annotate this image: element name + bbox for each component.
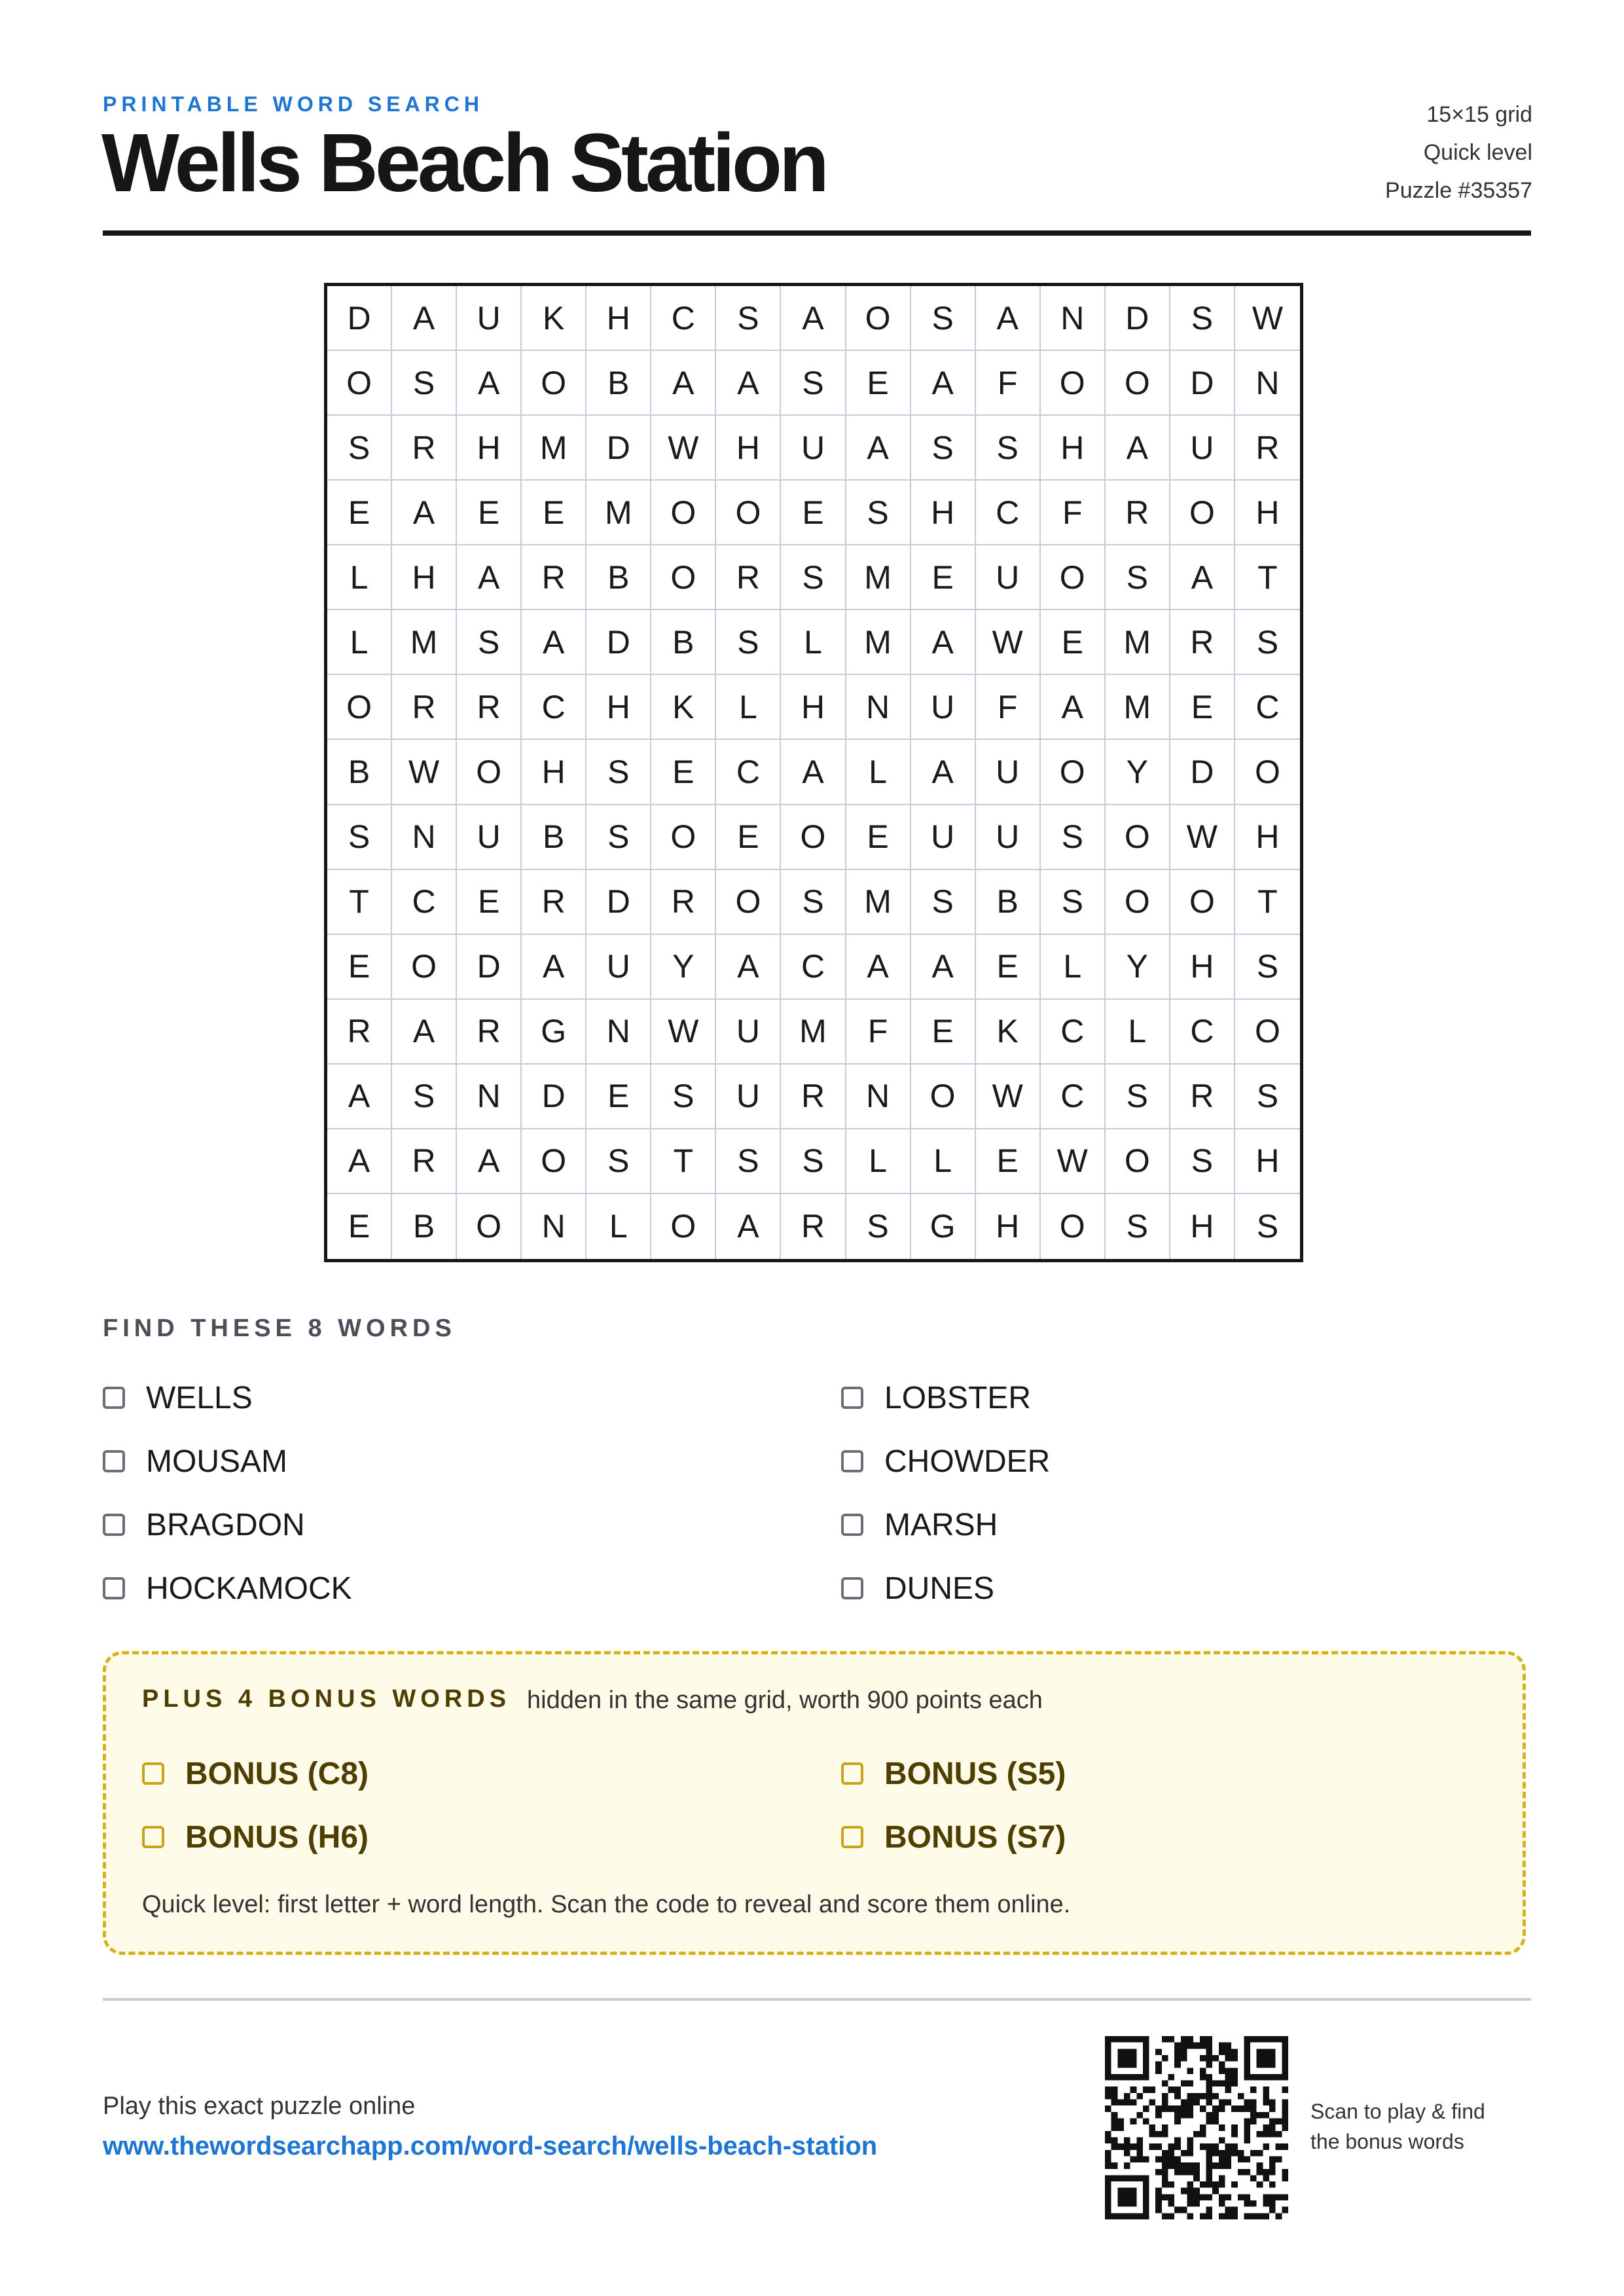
grid-cell[interactable]: S [911, 286, 976, 351]
qr-caption-line: the bonus words [1310, 2130, 1464, 2153]
grid-cell[interactable]: H [586, 286, 651, 351]
find-words-heading: FIND THESE 8 WORDS [103, 1315, 456, 1342]
grid-cell[interactable]: R [327, 1000, 392, 1065]
grid-cell[interactable]: A [1041, 675, 1106, 740]
grid-cell[interactable]: L [1041, 935, 1106, 1000]
grid-cell[interactable]: A [457, 1129, 522, 1194]
grid-cell[interactable]: U [976, 545, 1041, 610]
grid-cell[interactable]: S [781, 545, 846, 610]
grid-cell[interactable]: R [392, 675, 457, 740]
grid-cell[interactable]: A [457, 545, 522, 610]
grid-cell[interactable]: R [1170, 1065, 1235, 1129]
grid-cell[interactable]: A [716, 935, 781, 1000]
grid-cell[interactable]: O [327, 351, 392, 416]
grid-cell[interactable]: S [716, 1129, 781, 1194]
grid-cell[interactable]: R [457, 675, 522, 740]
checkbox[interactable] [841, 1577, 863, 1599]
grid-cell[interactable]: L [846, 1129, 911, 1194]
word-label: HOCKAMOCK [146, 1571, 352, 1606]
grid-cell[interactable]: U [976, 740, 1041, 805]
word-list-item [103, 1569, 352, 1608]
grid-cell[interactable]: S [716, 286, 781, 351]
checkbox[interactable] [841, 1387, 863, 1409]
grid-cell[interactable]: Y [651, 935, 716, 1000]
grid-cell[interactable]: O [911, 1065, 976, 1129]
grid-cell[interactable]: S [457, 610, 522, 675]
grid-cell[interactable]: S [1041, 870, 1106, 935]
grid-cell[interactable]: W [1041, 1129, 1106, 1194]
word-list-item [103, 1378, 253, 1417]
grid-cell[interactable]: M [1106, 675, 1170, 740]
grid-cell[interactable]: S [1235, 935, 1300, 1000]
grid-cell[interactable]: D [586, 416, 651, 481]
grid-cell[interactable]: O [1041, 740, 1106, 805]
bonus-word-item [841, 1817, 1066, 1857]
grid-cell[interactable]: C [1041, 1000, 1106, 1065]
grid-cell[interactable]: K [651, 675, 716, 740]
grid-cell[interactable]: O [1106, 870, 1170, 935]
bonus-word-label: BONUS (S7) [884, 1819, 1066, 1855]
letter-grid [324, 283, 1303, 1262]
grid-cell[interactable]: U [457, 286, 522, 351]
grid-cell[interactable]: S [586, 740, 651, 805]
grid-cell[interactable]: E [457, 481, 522, 545]
grid-cell[interactable]: U [976, 805, 1041, 870]
grid-cell[interactable]: R [1170, 610, 1235, 675]
grid-cell[interactable]: N [457, 1065, 522, 1129]
grid-cell[interactable]: O [651, 805, 716, 870]
grid-cell[interactable]: K [522, 286, 586, 351]
grid-cell[interactable]: C [1041, 1065, 1106, 1129]
grid-cell[interactable]: C [781, 935, 846, 1000]
grid-cell[interactable]: T [1235, 870, 1300, 935]
grid-cell[interactable]: A [1106, 416, 1170, 481]
puzzle-number: Puzzle #35357 [1385, 178, 1532, 203]
grid-cell[interactable]: A [392, 481, 457, 545]
grid-cell[interactable]: F [976, 351, 1041, 416]
grid-cell[interactable]: S [651, 1065, 716, 1129]
grid-cell[interactable]: W [651, 416, 716, 481]
play-online-label: Play this exact puzzle online [103, 2092, 416, 2120]
grid-cell[interactable]: N [586, 1000, 651, 1065]
grid-cell[interactable]: F [846, 1000, 911, 1065]
grid-cell[interactable]: R [716, 545, 781, 610]
grid-cell[interactable]: M [522, 416, 586, 481]
grid-cell[interactable]: E [327, 1194, 392, 1259]
grid-cell[interactable]: R [392, 416, 457, 481]
grid-cell[interactable]: F [976, 675, 1041, 740]
grid-cell[interactable]: L [1106, 1000, 1170, 1065]
grid-cell[interactable]: O [1041, 351, 1106, 416]
grid-cell[interactable]: N [392, 805, 457, 870]
grid-cell[interactable]: S [1170, 286, 1235, 351]
grid-cell[interactable]: E [651, 740, 716, 805]
grid-cell[interactable]: E [846, 351, 911, 416]
bonus-word-label: BONUS (C8) [185, 1756, 369, 1791]
checkbox[interactable] [841, 1450, 863, 1472]
grid-cell[interactable]: C [392, 870, 457, 935]
grid-cell[interactable]: E [1170, 675, 1235, 740]
grid-cell[interactable]: D [1106, 286, 1170, 351]
grid-cell[interactable]: D [586, 870, 651, 935]
grid-cell[interactable]: A [911, 935, 976, 1000]
grid-cell[interactable]: O [1170, 481, 1235, 545]
grid-cell[interactable]: S [1235, 1065, 1300, 1129]
word-list-item [841, 1569, 994, 1608]
grid-cell[interactable]: E [911, 1000, 976, 1065]
grid-cell[interactable]: W [976, 1065, 1041, 1129]
grid-cell[interactable]: L [327, 610, 392, 675]
grid-cell[interactable]: A [327, 1129, 392, 1194]
grid-cell[interactable]: E [846, 805, 911, 870]
grid-cell[interactable]: B [327, 740, 392, 805]
grid-cell[interactable]: A [846, 416, 911, 481]
grid-cell[interactable]: U [716, 1000, 781, 1065]
grid-cell[interactable]: G [522, 1000, 586, 1065]
grid-cell[interactable]: S [911, 416, 976, 481]
checkbox[interactable] [103, 1387, 125, 1409]
grid-cell[interactable]: A [522, 935, 586, 1000]
word-label: CHOWDER [884, 1444, 1051, 1479]
grid-cell[interactable]: S [1106, 1194, 1170, 1259]
header-divider [103, 230, 1531, 236]
grid-cell[interactable]: O [1170, 870, 1235, 935]
grid-cell[interactable]: A [522, 610, 586, 675]
puzzle-meta [1385, 96, 1532, 210]
grid-cell[interactable]: W [1235, 286, 1300, 351]
grid-cell[interactable]: C [976, 481, 1041, 545]
grid-cell[interactable]: D [457, 935, 522, 1000]
grid-cell[interactable]: O [1235, 740, 1300, 805]
grid-cell[interactable]: S [781, 1129, 846, 1194]
grid-cell[interactable]: H [392, 545, 457, 610]
grid-cell[interactable]: S [586, 805, 651, 870]
grid-cell[interactable]: H [522, 740, 586, 805]
grid-cell[interactable]: O [651, 545, 716, 610]
grid-cell[interactable]: S [976, 416, 1041, 481]
grid-cell[interactable]: Y [1106, 740, 1170, 805]
grid-cell[interactable]: O [327, 675, 392, 740]
grid-cell[interactable]: A [781, 286, 846, 351]
grid-cell[interactable]: H [1235, 1129, 1300, 1194]
grid-cell[interactable]: E [457, 870, 522, 935]
grid-cell[interactable]: S [327, 416, 392, 481]
checkbox[interactable] [103, 1450, 125, 1472]
grid-cell[interactable]: W [392, 740, 457, 805]
grid-cell[interactable]: O [1041, 545, 1106, 610]
grid-cell[interactable]: B [586, 351, 651, 416]
bonus-subheading: hidden in the same grid, worth 900 points each [527, 1686, 1043, 1714]
grid-cell[interactable]: C [1235, 675, 1300, 740]
word-label: BRAGDON [146, 1507, 305, 1542]
grid-cell[interactable]: O [651, 481, 716, 545]
grid-cell[interactable]: H [1235, 805, 1300, 870]
grid-cell[interactable]: S [846, 481, 911, 545]
grid-cell[interactable]: R [522, 545, 586, 610]
grid-cell[interactable]: U [1170, 416, 1235, 481]
grid-cell[interactable]: B [586, 545, 651, 610]
grid-cell[interactable]: L [327, 545, 392, 610]
grid-cell[interactable]: U [911, 805, 976, 870]
grid-cell[interactable]: O [781, 805, 846, 870]
bonus-word-label: BONUS (H6) [185, 1819, 369, 1855]
grid-cell[interactable]: E [976, 935, 1041, 1000]
checkbox[interactable] [841, 1826, 863, 1848]
grid-cell[interactable]: S [586, 1129, 651, 1194]
grid-cell[interactable]: A [911, 610, 976, 675]
grid-cell[interactable]: R [1235, 416, 1300, 481]
grid-cell[interactable]: E [911, 545, 976, 610]
grid-cell[interactable]: S [716, 610, 781, 675]
bonus-note: Quick level: first letter + word length. Scan the code to reveal and score them online. [142, 1891, 1071, 1918]
grid-cell[interactable]: A [911, 351, 976, 416]
grid-cell[interactable]: E [586, 1065, 651, 1129]
grid-cell[interactable]: O [522, 1129, 586, 1194]
grid-cell[interactable]: R [651, 870, 716, 935]
grid-cell[interactable]: K [976, 1000, 1041, 1065]
word-label: LOBSTER [884, 1380, 1032, 1415]
puzzle-url-link[interactable]: www.thewordsearchapp.com/word-search/wells-beach-station [103, 2132, 878, 2160]
grid-cell[interactable]: H [1170, 1194, 1235, 1259]
grid-cell[interactable]: D [327, 286, 392, 351]
grid-cell[interactable]: O [457, 740, 522, 805]
grid-cell[interactable]: A [911, 740, 976, 805]
grid-cell[interactable]: A [457, 351, 522, 416]
word-label: MARSH [884, 1507, 998, 1542]
grid-cell[interactable]: U [457, 805, 522, 870]
grid-cell[interactable]: E [327, 481, 392, 545]
grid-cell[interactable]: O [522, 351, 586, 416]
word-list-item [841, 1378, 1031, 1417]
grid-cell[interactable]: A [976, 286, 1041, 351]
grid-cell[interactable]: D [586, 610, 651, 675]
grid-cell[interactable]: H [586, 675, 651, 740]
grid-cell[interactable]: E [522, 481, 586, 545]
grid-cell[interactable]: N [846, 1065, 911, 1129]
qr-caption [1310, 2096, 1485, 2157]
grid-cell[interactable]: S [1170, 1129, 1235, 1194]
grid-cell[interactable]: E [327, 935, 392, 1000]
grid-cell[interactable]: O [846, 286, 911, 351]
bonus-word-label: BONUS (S5) [884, 1756, 1066, 1791]
grid-cell[interactable]: S [392, 351, 457, 416]
grid-cell[interactable]: B [522, 805, 586, 870]
grid-cell[interactable]: E [1041, 610, 1106, 675]
grid-cell[interactable]: O [716, 481, 781, 545]
grid-cell[interactable]: H [911, 481, 976, 545]
grid-cell[interactable]: S [911, 870, 976, 935]
grid-cell[interactable]: N [1235, 351, 1300, 416]
grid-cell[interactable]: S [1106, 545, 1170, 610]
qr-caption-line: Scan to play & find [1310, 2100, 1485, 2123]
eyebrow-label: PRINTABLE WORD SEARCH [103, 92, 484, 116]
grid-cell[interactable]: M [846, 545, 911, 610]
word-list-item [841, 1505, 998, 1544]
grid-cell[interactable]: E [781, 481, 846, 545]
checkbox[interactable] [142, 1826, 164, 1848]
grid-cell[interactable]: C [1170, 1000, 1235, 1065]
grid-cell[interactable]: Y [1106, 935, 1170, 1000]
grid-cell[interactable]: W [651, 1000, 716, 1065]
grid-cell[interactable]: N [522, 1194, 586, 1259]
grid-cell[interactable]: H [716, 416, 781, 481]
footer-divider [103, 1998, 1531, 2001]
grid-cell[interactable]: O [1106, 805, 1170, 870]
grid-cell[interactable]: A [392, 286, 457, 351]
grid-cell[interactable]: B [651, 610, 716, 675]
grid-cell[interactable]: A [392, 1000, 457, 1065]
grid-cell[interactable]: M [781, 1000, 846, 1065]
grid-cell[interactable]: B [976, 870, 1041, 935]
checkbox[interactable] [841, 1514, 863, 1536]
grid-cell[interactable]: L [911, 1129, 976, 1194]
grid-cell[interactable]: H [781, 675, 846, 740]
grid-cell[interactable]: H [1170, 935, 1235, 1000]
grid-cell[interactable]: H [1235, 481, 1300, 545]
grid-cell[interactable]: A [716, 1194, 781, 1259]
word-label: MOUSAM [146, 1444, 287, 1479]
difficulty-level: Quick level [1423, 140, 1532, 165]
grid-cell[interactable]: H [1041, 416, 1106, 481]
grid-cell[interactable]: O [1106, 351, 1170, 416]
grid-cell[interactable]: A [846, 935, 911, 1000]
qr-code-icon[interactable] [1105, 2036, 1288, 2219]
grid-cell[interactable]: M [586, 481, 651, 545]
grid-cell[interactable]: D [1170, 740, 1235, 805]
grid-cell[interactable]: H [976, 1194, 1041, 1259]
word-label: WELLS [146, 1380, 253, 1415]
grid-cell[interactable]: U [586, 935, 651, 1000]
bonus-word-item [142, 1754, 369, 1793]
grid-cell[interactable]: F [1041, 481, 1106, 545]
grid-cell[interactable]: C [716, 740, 781, 805]
grid-cell[interactable]: B [392, 1194, 457, 1259]
grid-cell[interactable]: O [651, 1194, 716, 1259]
grid-cell[interactable]: A [651, 351, 716, 416]
grid-cell[interactable]: S [392, 1065, 457, 1129]
grid-cell[interactable]: W [976, 610, 1041, 675]
grid-cell[interactable]: T [327, 870, 392, 935]
checkbox[interactable] [103, 1577, 125, 1599]
grid-cell[interactable]: N [1041, 286, 1106, 351]
grid-cell[interactable]: R [781, 1065, 846, 1129]
bonus-heading: PLUS 4 BONUS WORDS [142, 1685, 511, 1713]
grid-cell[interactable]: M [846, 870, 911, 935]
word-list-item [103, 1442, 287, 1481]
grid-cell[interactable]: M [846, 610, 911, 675]
grid-cell[interactable]: R [457, 1000, 522, 1065]
grid-cell[interactable]: R [522, 870, 586, 935]
grid-cell[interactable]: E [976, 1129, 1041, 1194]
grid-cell[interactable]: S [327, 805, 392, 870]
grid-cell[interactable]: N [846, 675, 911, 740]
grid-cell[interactable]: S [781, 351, 846, 416]
grid-cell[interactable]: D [522, 1065, 586, 1129]
grid-cell[interactable]: A [716, 351, 781, 416]
checkbox[interactable] [103, 1514, 125, 1536]
grid-cell[interactable]: U [781, 416, 846, 481]
grid-cell[interactable]: L [781, 610, 846, 675]
grid-cell[interactable]: S [1041, 805, 1106, 870]
grid-cell[interactable]: L [586, 1194, 651, 1259]
page-title: Wells Beach Station [101, 117, 826, 209]
grid-cell[interactable]: A [1170, 545, 1235, 610]
grid-cell[interactable]: C [522, 675, 586, 740]
grid-cell[interactable]: T [1235, 545, 1300, 610]
word-list-item [103, 1505, 305, 1544]
bonus-word-item [142, 1817, 369, 1857]
grid-cell[interactable]: L [846, 740, 911, 805]
word-label: DUNES [884, 1571, 995, 1606]
grid-cell[interactable]: T [651, 1129, 716, 1194]
grid-cell[interactable]: O [457, 1194, 522, 1259]
grid-cell[interactable]: L [716, 675, 781, 740]
checkbox[interactable] [142, 1762, 164, 1785]
grid-cell[interactable]: O [392, 935, 457, 1000]
grid-cell[interactable]: C [651, 286, 716, 351]
grid-cell[interactable]: O [716, 870, 781, 935]
grid-cell[interactable]: U [911, 675, 976, 740]
grid-cell[interactable]: O [1106, 1129, 1170, 1194]
grid-cell[interactable]: R [781, 1194, 846, 1259]
bonus-word-item [841, 1754, 1066, 1793]
grid-cell[interactable]: M [392, 610, 457, 675]
grid-cell[interactable]: A [327, 1065, 392, 1129]
grid-cell[interactable]: S [846, 1194, 911, 1259]
grid-cell[interactable]: S [1256, 1208, 1279, 1245]
grid-cell[interactable]: S [1235, 610, 1300, 675]
grid-cell[interactable]: A [781, 740, 846, 805]
grid-cell[interactable]: R [1106, 481, 1170, 545]
grid-cell[interactable]: E [716, 805, 781, 870]
grid-cell[interactable]: R [392, 1129, 457, 1194]
grid-cell[interactable]: H [457, 416, 522, 481]
grid-cell[interactable]: O [1041, 1194, 1106, 1259]
grid-cell[interactable]: O [1235, 1000, 1300, 1065]
grid-cell[interactable]: M [1106, 610, 1170, 675]
word-list-item [841, 1442, 1050, 1481]
grid-cell[interactable]: D [1170, 351, 1235, 416]
grid-cell[interactable]: U [716, 1065, 781, 1129]
grid-cell[interactable]: S [781, 870, 846, 935]
grid-size: 15×15 grid [1426, 102, 1532, 127]
checkbox[interactable] [841, 1762, 863, 1785]
grid-cell[interactable]: W [1170, 805, 1235, 870]
grid-cell[interactable]: S [1106, 1065, 1170, 1129]
grid-cell[interactable]: G [911, 1194, 976, 1259]
